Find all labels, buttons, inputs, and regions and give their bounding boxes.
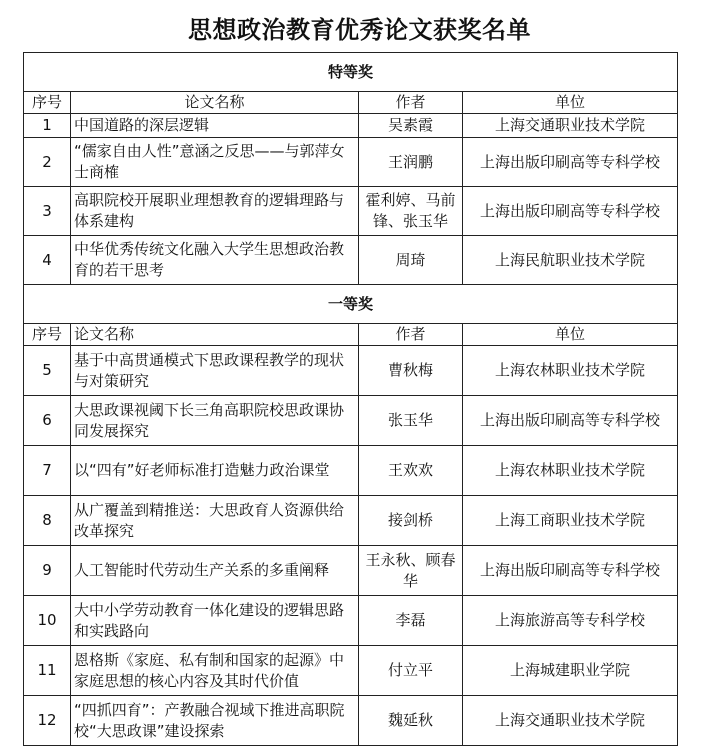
row-title: 基于中高贯通模式下思政课程教学的现状与对策研究 xyxy=(71,346,359,396)
table-row xyxy=(24,187,678,236)
table-row xyxy=(24,646,678,696)
row-author: 李磊 xyxy=(359,596,463,646)
row-author: 霍利婷、马前锋、张玉华 xyxy=(359,187,463,236)
row-title: 以“四有”好老师标准打造魅力政治课堂 xyxy=(71,446,359,496)
row-no: 4 xyxy=(24,236,71,285)
header-title: 论文名称 xyxy=(71,324,359,346)
row-title: 大中小学劳动教育一体化建设的逻辑思路和实践路向 xyxy=(71,596,359,646)
row-title: “四抓四育”：产教融合视域下推进高职院校“大思政课”建设探索 xyxy=(71,696,359,746)
row-author: 魏延秋 xyxy=(359,696,463,746)
row-author: 接剑桥 xyxy=(359,496,463,546)
table-row xyxy=(24,236,678,285)
row-no: 9 xyxy=(24,546,71,596)
section-row-special-prize xyxy=(24,53,678,92)
row-no: 6 xyxy=(24,396,71,446)
header-no: 序号 xyxy=(24,324,71,346)
row-author: 曹秋梅 xyxy=(359,346,463,396)
row-title: 从广覆盖到精推送：大思政育人资源供给改革探究 xyxy=(71,496,359,546)
row-no: 3 xyxy=(24,187,71,236)
header-row xyxy=(24,92,678,114)
row-no: 7 xyxy=(24,446,71,496)
row-unit: 上海旅游高等专科学校 xyxy=(463,596,678,646)
header-unit: 单位 xyxy=(463,324,678,346)
table-row xyxy=(24,696,678,746)
header-no: 序号 xyxy=(24,92,71,114)
section-title: 一等奖 xyxy=(24,285,678,324)
row-no: 8 xyxy=(24,496,71,546)
row-title: “儒家自由人性”意涵之反思——与郭萍女士商榷 xyxy=(71,138,359,187)
row-unit: 上海交通职业技术学院 xyxy=(463,696,678,746)
header-row xyxy=(24,324,678,346)
table-row xyxy=(24,496,678,546)
row-no: 5 xyxy=(24,346,71,396)
section-title: 特等奖 xyxy=(24,53,678,92)
table-row xyxy=(24,138,678,187)
row-no: 10 xyxy=(24,596,71,646)
header-title: 论文名称 xyxy=(71,92,359,114)
row-title: 中华优秀传统文化融入大学生思想政治教育的若干思考 xyxy=(71,236,359,285)
document-title: 思想政治教育优秀论文获奖名单 xyxy=(188,16,531,44)
row-title: 人工智能时代劳动生产关系的多重阐释 xyxy=(71,546,359,596)
row-author: 王欢欢 xyxy=(359,446,463,496)
row-unit: 上海出版印刷高等专科学校 xyxy=(463,138,678,187)
row-no: 2 xyxy=(24,138,71,187)
row-author: 吴素霞 xyxy=(359,114,463,138)
row-unit: 上海出版印刷高等专科学校 xyxy=(463,546,678,596)
row-unit: 上海出版印刷高等专科学校 xyxy=(463,187,678,236)
row-title: 中国道路的深层逻辑 xyxy=(71,114,359,138)
header-author: 作者 xyxy=(359,324,463,346)
table-row xyxy=(24,596,678,646)
row-unit: 上海农林职业技术学院 xyxy=(463,446,678,496)
row-no: 1 xyxy=(24,114,71,138)
row-no: 12 xyxy=(24,696,71,746)
row-unit: 上海民航职业技术学院 xyxy=(463,236,678,285)
table-row xyxy=(24,446,678,496)
row-unit: 上海城建职业学院 xyxy=(463,646,678,696)
row-unit: 上海出版印刷高等专科学校 xyxy=(463,396,678,446)
row-title: 高职院校开展职业理想教育的逻辑理路与体系建构 xyxy=(71,187,359,236)
table-row xyxy=(24,346,678,396)
row-author: 周琦 xyxy=(359,236,463,285)
table-row xyxy=(24,114,678,138)
table-row xyxy=(24,546,678,596)
row-author: 王润鹏 xyxy=(359,138,463,187)
row-author: 张玉华 xyxy=(359,396,463,446)
header-author: 作者 xyxy=(359,92,463,114)
row-no: 11 xyxy=(24,646,71,696)
row-author: 付立平 xyxy=(359,646,463,696)
table-row xyxy=(24,396,678,446)
row-author: 王永秋、顾春华 xyxy=(359,546,463,596)
header-unit: 单位 xyxy=(463,92,678,114)
row-unit: 上海农林职业技术学院 xyxy=(463,346,678,396)
row-title: 恩格斯《家庭、私有制和国家的起源》中家庭思想的核心内容及其时代价值 xyxy=(71,646,359,696)
awards-table xyxy=(23,52,678,746)
row-unit: 上海工商职业技术学院 xyxy=(463,496,678,546)
row-unit: 上海交通职业技术学院 xyxy=(463,114,678,138)
section-row-first-prize xyxy=(24,285,678,324)
row-title: 大思政课视阈下长三角高职院校思政课协同发展探究 xyxy=(71,396,359,446)
